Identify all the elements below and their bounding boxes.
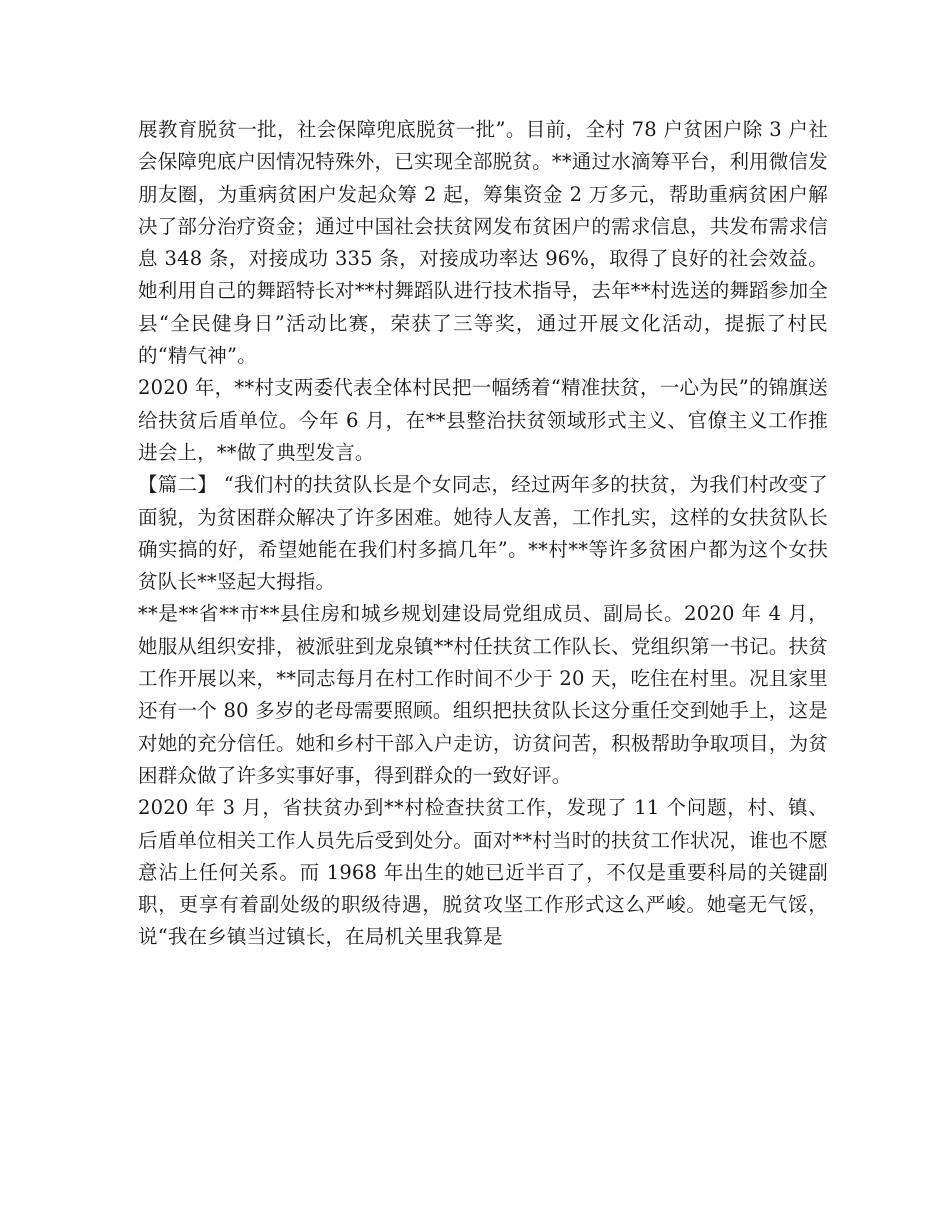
section-label: 【篇二】	[138, 473, 218, 497]
paragraph-3	[138, 469, 828, 598]
paragraph-2: 2020 年，**村支两委代表全体村民把一幅绣着“精准扶贫，一心为民”的锦旗送给扶贫后盾单位。今年 6 月，在**县整治扶贫领域形式主义、官僚主义工作推进会上，**做了典型发言。	[138, 376, 828, 464]
document-body	[138, 114, 828, 954]
paragraph-4: **是**省**市**县住房和城乡规划建设局党组成员、副局长。2020 年 4 月，她服从组织安排，被派驻到龙泉镇**村任扶贫工作队长、党组织第一书记。扶贫工作开展以来，**同志每月在村工作时间不少于 20 天，吃住在村里。况且家里还有一个 80 多岁的老母需要照顾。组织把扶贫队长这分重任交到她手上，这是对她的充分信任。她和乡村干部入户走访，访贫问苦，积极帮助争取项目，为贫困群众做了许多实事好事，得到群众的一致好评。	[138, 602, 828, 787]
paragraph-5: 2020 年 3 月，省扶贫办到**村检查扶贫工作，发现了 11 个问题，村、镇、后盾单位相关工作人员先后受到处分。面对**村当时的扶贫工作状况，谁也不愿意沾上任何关系。而 1968 年出生的她已近半百了，不仅是重要科局的关键副职，更享有着副处级的职级待遇，脱贫攻坚工作形式这么严峻。她毫无气馁，说“我在乡镇当过镇长，在局机关里我算是	[138, 796, 828, 949]
paragraph-1: 展教育脱贫一批，社会保障兜底脱贫一批”。目前，全村 78 户贫困户除 3 户社会保障兜底户因情况特殊外，已实现全部脱贫。**通过水滴筹平台，利用微信发朋友圈，为重病贫困户发起众筹 2 起，筹集资金 2 万多元，帮助重病贫困户解决了部分治疗资金；通过中国社会扶贫网发布贫困户的需求信息，共发布需求信息 348 条，对接成功 335 条，对接成功率达 96%，取得了良好的社会效益。她利用自己的舞蹈特长对**村舞蹈队进行技术指导，去年**村选送的舞蹈参加全县“全民健身日”活动比赛，荣获了三等奖，通过开展文化活动，提振了村民的“精气神”。	[138, 118, 828, 368]
paragraph-3-text: “我们村的扶贫队长是个女同志，经过两年多的扶贫，为我们村改变了面貌，为贫困群众解决了许多困难。她待人友善，工作扎实，这样的女扶贫队长确实搞的好，希望她能在我们村多搞几年”。**村**等许多贫困户都为这个女扶贫队长**竖起大拇指。	[138, 473, 828, 594]
